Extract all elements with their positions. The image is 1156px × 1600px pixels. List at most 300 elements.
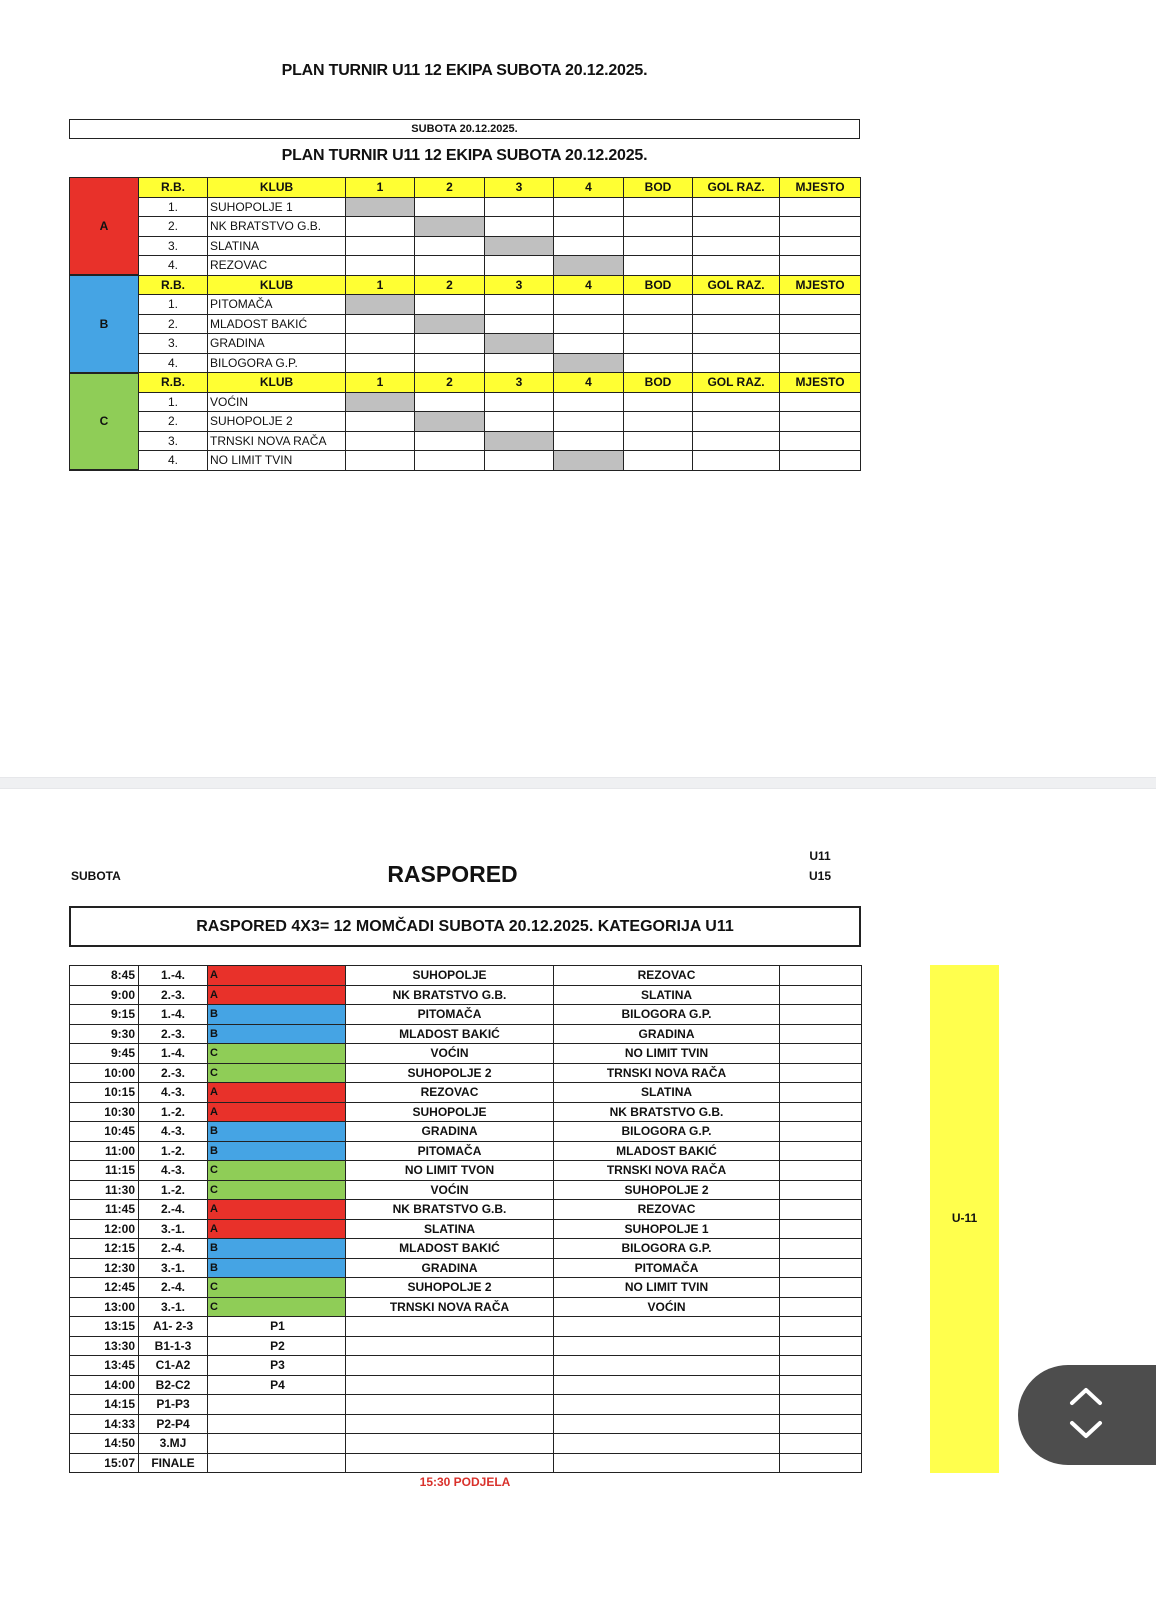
- playoff-label: P3: [208, 1356, 346, 1376]
- points-cell: [624, 334, 693, 354]
- result-cell: [485, 217, 554, 237]
- team-row: [70, 236, 861, 256]
- match-row: [70, 1375, 862, 1395]
- column-header: 1: [346, 275, 415, 295]
- points-cell: [624, 295, 693, 315]
- match-row: [70, 1356, 862, 1376]
- home-team: [346, 1336, 554, 1356]
- home-team: SUHOPOLJE 2: [346, 1063, 554, 1083]
- goal-diff-cell: [693, 295, 780, 315]
- match-time: 9:15: [70, 1005, 139, 1025]
- match-row: [70, 1083, 862, 1103]
- group-header-row: [70, 178, 861, 198]
- away-team: [554, 1434, 780, 1454]
- match-group: B: [208, 1239, 346, 1259]
- match-time: 14:33: [70, 1414, 139, 1434]
- column-header: BOD: [624, 373, 693, 393]
- schedule-box-title: RASPORED 4X3= 12 MOMČADI SUBOTA 20.12.2025. KATEGORIJA U11: [69, 906, 861, 947]
- team-rank: 2.: [139, 217, 208, 237]
- points-cell: [624, 392, 693, 412]
- result-cell: [485, 197, 554, 217]
- place-cell: [780, 197, 861, 217]
- result-cell: [780, 1083, 862, 1103]
- team-row: [70, 334, 861, 354]
- team-name: MLADOST BAKIĆ: [208, 314, 346, 334]
- match-time: 12:30: [70, 1258, 139, 1278]
- result-cell: [554, 314, 624, 334]
- match-row: [70, 1005, 862, 1025]
- match-pairing: 2.-3.: [139, 1024, 208, 1044]
- result-cell: [780, 1141, 862, 1161]
- match-group: A: [208, 966, 346, 986]
- goal-diff-cell: [693, 314, 780, 334]
- goal-diff-cell: [693, 451, 780, 471]
- goal-diff-cell: [693, 236, 780, 256]
- match-group: B: [208, 1141, 346, 1161]
- column-header: MJESTO: [780, 178, 861, 198]
- match-time: 15:07: [70, 1453, 139, 1473]
- place-cell: [780, 236, 861, 256]
- team-name: TRNSKI NOVA RAČA: [208, 431, 346, 451]
- team-row: [70, 314, 861, 334]
- away-team: [554, 1317, 780, 1337]
- away-team: NO LIMIT TVIN: [554, 1044, 780, 1064]
- match-row: [70, 1219, 862, 1239]
- result-cell: [780, 1317, 862, 1337]
- result-cell: [780, 1005, 862, 1025]
- match-group: C: [208, 1180, 346, 1200]
- team-row: [70, 412, 861, 432]
- group-label: B: [70, 275, 139, 373]
- schedule-table: [69, 965, 862, 1473]
- result-cell: [554, 412, 624, 432]
- home-team: MLADOST BAKIĆ: [346, 1024, 554, 1044]
- match-row: [70, 1200, 862, 1220]
- match-row: [70, 1434, 862, 1454]
- away-team: BILOGORA G.P.: [554, 1122, 780, 1142]
- points-cell: [624, 197, 693, 217]
- team-name: SLATINA: [208, 236, 346, 256]
- match-time: 11:45: [70, 1200, 139, 1220]
- team-row: [70, 197, 861, 217]
- team-row: [70, 256, 861, 276]
- place-cell: [780, 217, 861, 237]
- match-pairing: 4.-3.: [139, 1083, 208, 1103]
- match-pairing: B1-1-3: [139, 1336, 208, 1356]
- column-header: BOD: [624, 178, 693, 198]
- match-row: [70, 1024, 862, 1044]
- goal-diff-cell: [693, 392, 780, 412]
- result-cell: [780, 1122, 862, 1142]
- away-team: REZOVAC: [554, 966, 780, 986]
- team-row: [70, 451, 861, 471]
- team-rank: 1.: [139, 197, 208, 217]
- result-cell: [780, 1024, 862, 1044]
- self-match-cell: [485, 334, 554, 354]
- team-name: SUHOPOLJE 1: [208, 197, 346, 217]
- match-time: 12:00: [70, 1219, 139, 1239]
- column-header: R.B.: [139, 373, 208, 393]
- self-match-cell: [415, 217, 485, 237]
- away-team: TRNSKI NOVA RAČA: [554, 1161, 780, 1181]
- team-name: BILOGORA G.P.: [208, 353, 346, 373]
- goal-diff-cell: [693, 334, 780, 354]
- points-cell: [624, 217, 693, 237]
- result-cell: [415, 334, 485, 354]
- away-team: SUHOPOLJE 1: [554, 1219, 780, 1239]
- team-rank: 3.: [139, 334, 208, 354]
- match-pairing: 3.-1.: [139, 1258, 208, 1278]
- column-header: 3: [485, 275, 554, 295]
- team-name: GRADINA: [208, 334, 346, 354]
- match-time: 11:30: [70, 1180, 139, 1200]
- goal-diff-cell: [693, 217, 780, 237]
- match-group: B: [208, 1005, 346, 1025]
- away-team: MLADOST BAKIĆ: [554, 1141, 780, 1161]
- column-header: 4: [554, 373, 624, 393]
- team-name: NK BRATSTVO G.B.: [208, 217, 346, 237]
- result-cell: [780, 1375, 862, 1395]
- match-time: 13:15: [70, 1317, 139, 1337]
- result-cell: [346, 451, 415, 471]
- result-cell: [554, 431, 624, 451]
- match-pairing: 4.-3.: [139, 1161, 208, 1181]
- result-cell: [780, 1161, 862, 1181]
- match-row: [70, 1453, 862, 1473]
- match-pairing: P2-P4: [139, 1414, 208, 1434]
- match-row: [70, 1278, 862, 1298]
- home-team: NO LIMIT TVON: [346, 1161, 554, 1181]
- team-rank: 3.: [139, 236, 208, 256]
- match-group: C: [208, 1278, 346, 1298]
- points-cell: [624, 236, 693, 256]
- result-cell: [554, 295, 624, 315]
- playoff-label: P1: [208, 1317, 346, 1337]
- match-pairing: 2.-3.: [139, 985, 208, 1005]
- result-cell: [485, 353, 554, 373]
- match-time: 11:00: [70, 1141, 139, 1161]
- column-header: MJESTO: [780, 373, 861, 393]
- match-group: B: [208, 1258, 346, 1278]
- away-team: GRADINA: [554, 1024, 780, 1044]
- match-group: A: [208, 1200, 346, 1220]
- team-rank: 4.: [139, 256, 208, 276]
- self-match-cell: [485, 431, 554, 451]
- result-cell: [415, 256, 485, 276]
- match-group: B: [208, 1122, 346, 1142]
- match-time: 8:45: [70, 966, 139, 986]
- match-pairing: FINALE: [139, 1453, 208, 1473]
- match-group: C: [208, 1044, 346, 1064]
- match-pairing: 2.-3.: [139, 1063, 208, 1083]
- column-header: KLUB: [208, 178, 346, 198]
- result-cell: [554, 392, 624, 412]
- column-header: 2: [415, 178, 485, 198]
- team-name: REZOVAC: [208, 256, 346, 276]
- match-pairing: 1.-4.: [139, 966, 208, 986]
- column-header: R.B.: [139, 178, 208, 198]
- self-match-cell: [415, 412, 485, 432]
- playoff-label: [208, 1453, 346, 1473]
- groups-title: PLAN TURNIR U11 12 EKIPA SUBOTA 20.12.2025.: [281, 147, 648, 164]
- match-group: B: [208, 1024, 346, 1044]
- match-time: 9:00: [70, 985, 139, 1005]
- schedule-title: RASPORED: [387, 861, 518, 887]
- result-cell: [485, 256, 554, 276]
- column-header: R.B.: [139, 275, 208, 295]
- match-group: C: [208, 1161, 346, 1181]
- group-label: C: [70, 373, 139, 471]
- match-row: [70, 966, 862, 986]
- match-pairing: A1- 2-3: [139, 1317, 208, 1337]
- match-group: A: [208, 1102, 346, 1122]
- match-pairing: B2-C2: [139, 1375, 208, 1395]
- match-group: C: [208, 1297, 346, 1317]
- match-time: 10:00: [70, 1063, 139, 1083]
- match-row: [70, 1239, 862, 1259]
- home-team: [346, 1317, 554, 1337]
- match-row: [70, 1297, 862, 1317]
- match-time: 14:15: [70, 1395, 139, 1415]
- column-header: BOD: [624, 275, 693, 295]
- result-cell: [415, 197, 485, 217]
- home-team: TRNSKI NOVA RAČA: [346, 1297, 554, 1317]
- match-group: A: [208, 985, 346, 1005]
- away-team: REZOVAC: [554, 1200, 780, 1220]
- points-cell: [624, 412, 693, 432]
- points-cell: [624, 256, 693, 276]
- team-row: [70, 392, 861, 412]
- category-side-label: U-11: [951, 1211, 978, 1225]
- playoff-label: P2: [208, 1336, 346, 1356]
- away-team: [554, 1453, 780, 1473]
- column-header: 1: [346, 373, 415, 393]
- result-cell: [554, 236, 624, 256]
- goal-diff-cell: [693, 197, 780, 217]
- result-cell: [780, 1414, 862, 1434]
- away-team: SUHOPOLJE 2: [554, 1180, 780, 1200]
- match-group: C: [208, 1063, 346, 1083]
- result-cell: [780, 1336, 862, 1356]
- result-cell: [415, 353, 485, 373]
- playoff-label: [208, 1434, 346, 1454]
- result-cell: [780, 1395, 862, 1415]
- result-cell: [346, 256, 415, 276]
- home-team: [346, 1395, 554, 1415]
- away-team: SLATINA: [554, 985, 780, 1005]
- groups-table: [69, 177, 861, 471]
- match-pairing: 1.-2.: [139, 1141, 208, 1161]
- match-time: 13:45: [70, 1356, 139, 1376]
- place-cell: [780, 431, 861, 451]
- match-time: 10:30: [70, 1102, 139, 1122]
- home-team: [346, 1414, 554, 1434]
- column-header: 3: [485, 373, 554, 393]
- result-cell: [485, 412, 554, 432]
- result-cell: [346, 412, 415, 432]
- match-row: [70, 1414, 862, 1434]
- column-header: 3: [485, 178, 554, 198]
- self-match-cell: [554, 353, 624, 373]
- home-team: NK BRATSTVO G.B.: [346, 985, 554, 1005]
- result-cell: [415, 451, 485, 471]
- match-time: 13:30: [70, 1336, 139, 1356]
- home-team: PITOMAČA: [346, 1141, 554, 1161]
- place-cell: [780, 295, 861, 315]
- home-team: [346, 1453, 554, 1473]
- away-team: BILOGORA G.P.: [554, 1005, 780, 1025]
- team-name: VOĆIN: [208, 392, 346, 412]
- home-team: REZOVAC: [346, 1083, 554, 1103]
- result-cell: [780, 1063, 862, 1083]
- column-header: KLUB: [208, 275, 346, 295]
- result-cell: [780, 1102, 862, 1122]
- home-team: GRADINA: [346, 1258, 554, 1278]
- match-pairing: 2.-4.: [139, 1200, 208, 1220]
- result-cell: [554, 217, 624, 237]
- result-cell: [554, 197, 624, 217]
- goal-diff-cell: [693, 412, 780, 432]
- home-team: NK BRATSTVO G.B.: [346, 1200, 554, 1220]
- column-header: GOL RAZ.: [693, 275, 780, 295]
- column-header: KLUB: [208, 373, 346, 393]
- team-name: PITOMAČA: [208, 295, 346, 315]
- result-cell: [346, 217, 415, 237]
- result-cell: [780, 1044, 862, 1064]
- category-label: U11: [809, 849, 831, 863]
- chevron-down-icon[interactable]: [1072, 1423, 1100, 1436]
- team-rank: 1.: [139, 392, 208, 412]
- away-team: BILOGORA G.P.: [554, 1239, 780, 1259]
- column-header: 4: [554, 178, 624, 198]
- match-group: A: [208, 1219, 346, 1239]
- result-cell: [346, 334, 415, 354]
- place-cell: [780, 412, 861, 432]
- team-row: [70, 353, 861, 373]
- page-title: PLAN TURNIR U11 12 EKIPA SUBOTA 20.12.2025.: [281, 62, 648, 79]
- result-cell: [780, 1278, 862, 1298]
- self-match-cell: [554, 256, 624, 276]
- group-header-row: [70, 373, 861, 393]
- home-team: VOĆIN: [346, 1180, 554, 1200]
- match-time: 14:50: [70, 1434, 139, 1454]
- match-pairing: 3.-1.: [139, 1219, 208, 1239]
- result-cell: [780, 1434, 862, 1454]
- points-cell: [624, 314, 693, 334]
- result-cell: [780, 1356, 862, 1376]
- place-cell: [780, 314, 861, 334]
- match-row: [70, 1122, 862, 1142]
- result-cell: [780, 1219, 862, 1239]
- match-row: [70, 1395, 862, 1415]
- match-pairing: C1-A2: [139, 1356, 208, 1376]
- day-label: SUBOTA: [71, 869, 121, 883]
- page-scroll-widget[interactable]: [1018, 1365, 1156, 1465]
- goal-diff-cell: [693, 353, 780, 373]
- place-cell: [780, 392, 861, 412]
- home-team: MLADOST BAKIĆ: [346, 1239, 554, 1259]
- match-time: 14:00: [70, 1375, 139, 1395]
- team-row: [70, 295, 861, 315]
- home-team: SUHOPOLJE: [346, 966, 554, 986]
- result-cell: [485, 314, 554, 334]
- match-time: 9:30: [70, 1024, 139, 1044]
- team-rank: 3.: [139, 431, 208, 451]
- team-rank: 2.: [139, 412, 208, 432]
- match-pairing: 1.-2.: [139, 1180, 208, 1200]
- column-header: MJESTO: [780, 275, 861, 295]
- home-team: SUHOPOLJE 2: [346, 1278, 554, 1298]
- match-pairing: 4.-3.: [139, 1122, 208, 1142]
- match-pairing: P1-P3: [139, 1395, 208, 1415]
- match-pairing: 3.MJ: [139, 1434, 208, 1454]
- away-team: [554, 1375, 780, 1395]
- column-header: 2: [415, 275, 485, 295]
- place-cell: [780, 334, 861, 354]
- date-box: SUBOTA 20.12.2025.: [69, 119, 860, 139]
- team-row: [70, 431, 861, 451]
- result-cell: [415, 431, 485, 451]
- team-name: SUHOPOLJE 2: [208, 412, 346, 432]
- goal-diff-cell: [693, 256, 780, 276]
- column-header: 1: [346, 178, 415, 198]
- playoff-label: P4: [208, 1375, 346, 1395]
- self-match-cell: [346, 197, 415, 217]
- home-team: SUHOPOLJE: [346, 1102, 554, 1122]
- chevron-up-icon[interactable]: [1072, 1390, 1100, 1403]
- home-team: [346, 1356, 554, 1376]
- group-label: A: [70, 178, 139, 276]
- goal-diff-cell: [693, 431, 780, 451]
- home-team: [346, 1375, 554, 1395]
- home-team: SLATINA: [346, 1219, 554, 1239]
- match-row: [70, 1317, 862, 1337]
- result-cell: [780, 1200, 862, 1220]
- result-cell: [780, 1239, 862, 1259]
- match-time: 10:15: [70, 1083, 139, 1103]
- away-team: SLATINA: [554, 1083, 780, 1103]
- match-row: [70, 1102, 862, 1122]
- result-cell: [346, 236, 415, 256]
- category-label: U15: [808, 869, 831, 883]
- match-pairing: 3.-1.: [139, 1297, 208, 1317]
- away-team: NK BRATSTVO G.B.: [554, 1102, 780, 1122]
- match-time: 12:15: [70, 1239, 139, 1259]
- match-group: A: [208, 1083, 346, 1103]
- match-row: [70, 1141, 862, 1161]
- page-divider: [0, 777, 1156, 789]
- result-cell: [780, 1258, 862, 1278]
- match-row: [70, 985, 862, 1005]
- column-header: 4: [554, 275, 624, 295]
- result-cell: [780, 1453, 862, 1473]
- team-name: NO LIMIT TVIN: [208, 451, 346, 471]
- away-team: [554, 1395, 780, 1415]
- match-pairing: 1.-2.: [139, 1102, 208, 1122]
- result-cell: [485, 295, 554, 315]
- self-match-cell: [415, 314, 485, 334]
- group-header-row: [70, 275, 861, 295]
- away-team: VOĆIN: [554, 1297, 780, 1317]
- result-cell: [415, 295, 485, 315]
- match-time: 11:15: [70, 1161, 139, 1181]
- result-cell: [780, 985, 862, 1005]
- result-cell: [780, 1180, 862, 1200]
- footer-note: 15:30 PODJELA: [419, 1475, 511, 1489]
- match-pairing: 1.-4.: [139, 1044, 208, 1064]
- match-pairing: 2.-4.: [139, 1278, 208, 1298]
- result-cell: [346, 431, 415, 451]
